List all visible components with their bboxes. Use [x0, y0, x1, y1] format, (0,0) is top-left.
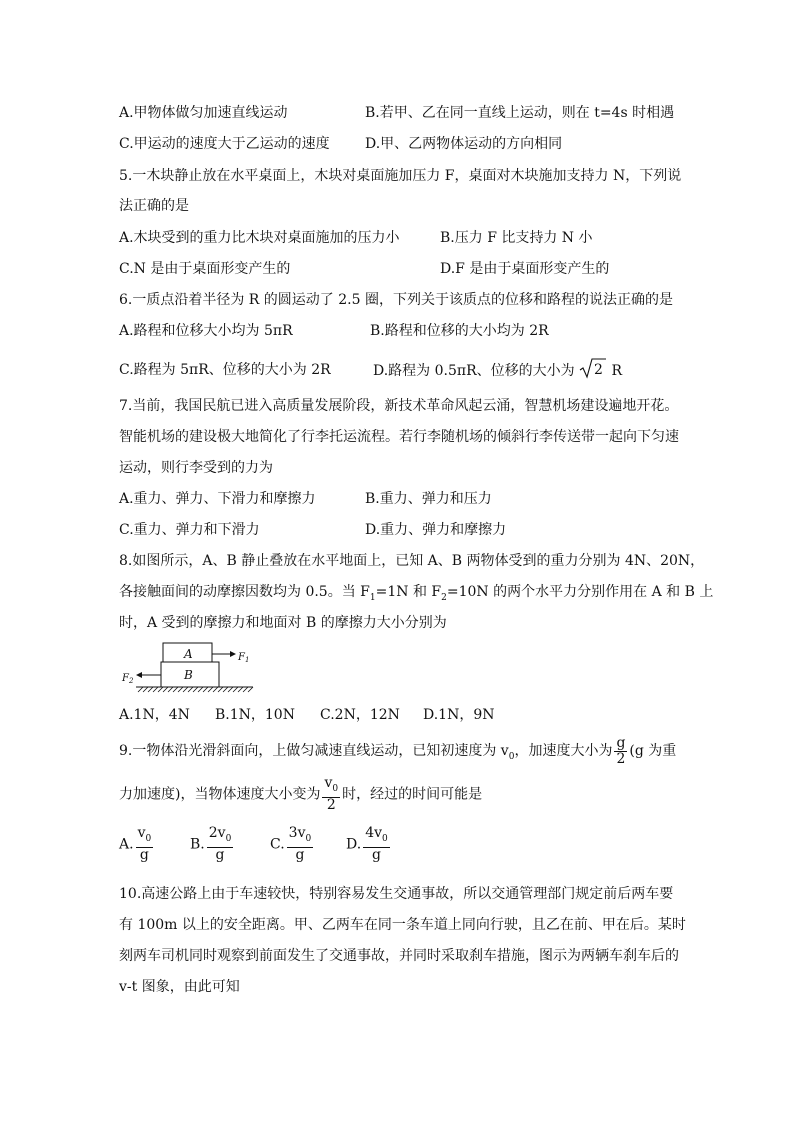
q6-option-d-unit: R — [611, 363, 623, 379]
q4-option-d: D.甲、乙两物体运动的方向相同 — [365, 136, 563, 152]
q4-option-c: C.甲运动的速度大于乙运动的速度 — [119, 136, 330, 152]
q7-option-c: C.重力、弹力和下滑力 — [119, 522, 260, 538]
f2-label: $F_2$ — [122, 673, 134, 685]
q5-option-b: B.压力 F 比支持力 N 小 — [440, 230, 593, 246]
q8-stem-line3: 时，A 受到的摩擦力和地面对 B 的摩擦力大小分别为 — [119, 615, 447, 631]
sqrt-radicand: 2 — [594, 362, 604, 378]
q10-stem-line3: 刻两车司机同时观察到前面发生了交通事故，并同时采取刹车措施，图示为两辆车刹车后的 — [119, 948, 679, 964]
q9-stem-line2: 力加速度)，当物体速度大小变为 $\frac{v_0}{2}$ 时，经过的时间可能是 — [119, 775, 483, 813]
q10-stem-line2: 有 100m 以上的安全距离。甲、乙两车在同一条车道上同向行驶，且乙在前、甲在后。某时 — [119, 917, 686, 933]
fraction-v0-over-2: $\frac{v_0}{2}$ — [324, 775, 339, 813]
q8-stem-line2: 各接触面间的动摩擦因数均为 0.5。当 $F_1=1N$ 和 $F_2=10N$ 的两个水平力分别作用在 A 和 B 上 — [119, 584, 714, 603]
q5-option-a: A.木块受到的重力比木块对桌面施加的压力小 — [119, 230, 400, 246]
q7-option-a: A.重力、弹力、下滑力和摩擦力 — [119, 491, 316, 507]
q5-stem-line1: 5.一木块静止放在水平桌面上，木块对桌面施加压力 F，桌面对木块施加支持力 N，下列说 — [119, 168, 682, 184]
q4-option-b: B.若甲、乙在同一直线上运动，则在 t=4s 时相遇 — [365, 105, 675, 121]
sqrt-symbol — [579, 357, 607, 385]
q6-option-a: A.路程和位移大小均为 5πR — [119, 323, 293, 339]
q6-stem: 6.一质点沿着半径为 R 的圆运动了 2.5 圈，下列关于该质点的位移和路程的说法正确的是 — [119, 292, 673, 308]
fraction-g-over-2: $\frac{g}{2}$ — [616, 734, 626, 767]
q8-option-c: C.2N，12N — [320, 707, 400, 723]
q10-stem-line1: 10.高速公路上由于车速较快，特别容易发生交通事故，所以交通管理部门规定前后两车要 — [119, 886, 674, 902]
q5-stem-line2: 法正确的是 — [119, 198, 189, 214]
q10-stem-line4: v-t 图象，由此可知 — [119, 979, 240, 995]
q9-option-a: A. $\frac{v_0}{g}$ — [119, 825, 152, 863]
q7-option-b: B.重力、弹力和压力 — [365, 491, 492, 507]
q9-option-c: C. $\frac{3v_0}{g}$ — [270, 825, 312, 863]
q5-option-d: D.F 是由于桌面形变产生的 — [440, 261, 610, 277]
q8-option-b: B.1N，10N — [215, 707, 295, 723]
ground-hatching — [138, 687, 253, 692]
q7-stem-line1: 7.当前，我国民航已进入高质量发展阶段，新技术革命风起云涌，智慧机场建设遍地开花。 — [119, 398, 679, 414]
q9-option-b: B. $\frac{2v_0}{g}$ — [190, 825, 232, 863]
q7-stem-line2: 智能机场的建设极大地简化了行李托运流程。若行李随机场的倾斜行李传送带一起向下匀速 — [119, 429, 679, 445]
q9-option-d: D. $\frac{4v_0}{g}$ — [346, 825, 388, 863]
q9-stem-line1: 9.一物体沿光滑斜面向，上做匀减速直线运动，已知初速度为 $v_0$，加速度大小为 $\frac{g}{2}$ (g 为重 — [119, 734, 677, 767]
q8-option-a: A.1N，4N — [119, 707, 190, 723]
block-b-label: B — [184, 668, 193, 682]
q4-option-a: A.甲物体做匀加速直线运动 — [119, 105, 288, 121]
q6-option-b: B.路程和位移的大小均为 2R — [370, 323, 549, 339]
q6-option-d — [373, 357, 622, 385]
q6-option-d-text: D.路程为 0.5πR、位移的大小为 — [373, 363, 575, 379]
q8-option-d: D.1N，9N — [423, 707, 495, 723]
q8-block-diagram — [118, 640, 258, 702]
q6-option-c: C.路程为 5πR、位移的大小为 2R — [119, 362, 331, 378]
block-a-label: A — [184, 647, 193, 661]
q7-stem-line3: 运动，则行李受到的力为 — [119, 460, 273, 476]
q5-option-c: C.N 是由于桌面形变产生的 — [119, 261, 291, 277]
q8-stem-line1: 8.如图所示，A、B 静止叠放在水平地面上，已知 A、B 两物体受到的重力分别为 4N、20N， — [119, 553, 705, 569]
f1-label: $F_1$ — [238, 652, 250, 664]
q7-option-d: D.重力、弹力和摩擦力 — [365, 522, 507, 538]
